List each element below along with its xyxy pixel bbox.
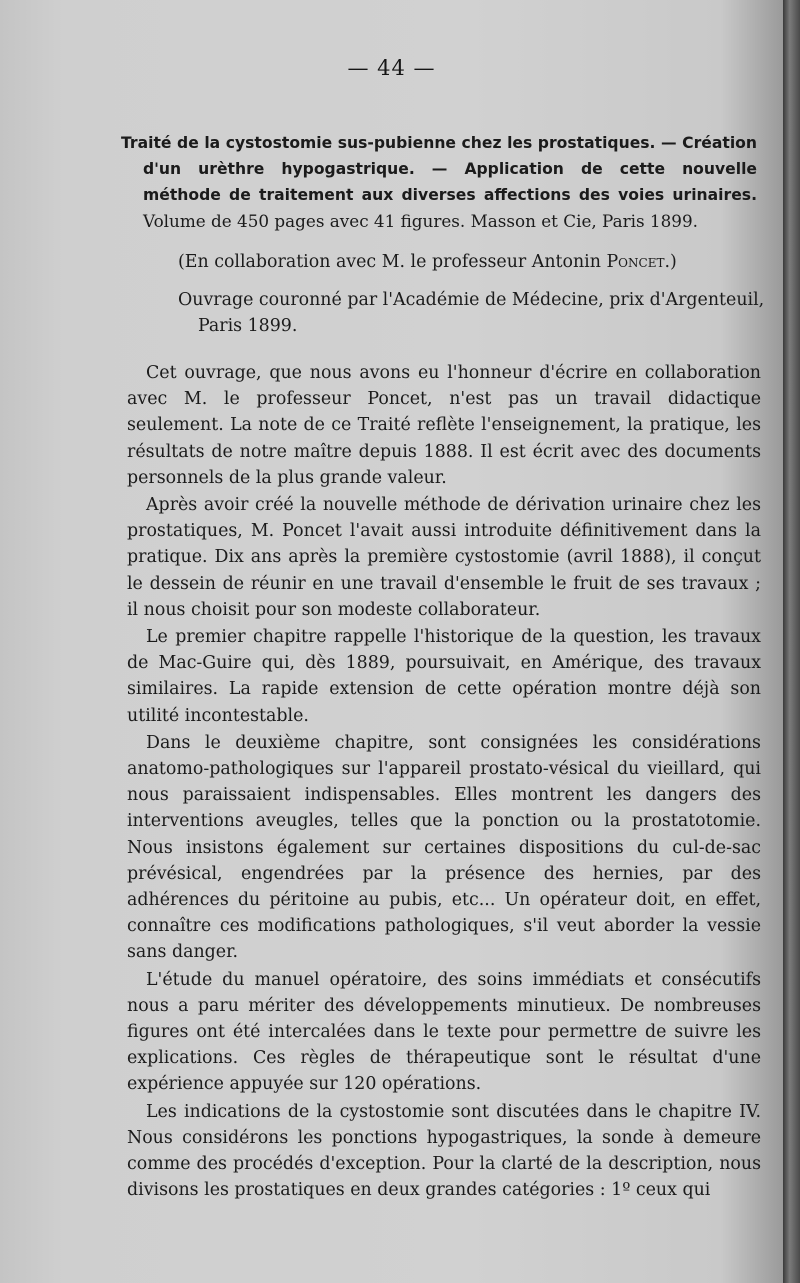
paragraph: Le premier chapitre rappelle l'historique de la question, les travaux de Mac-Guire qui, dès 1889, poursuivait, en Amérique, des travaux similaires. La rapide extension de cette opération montre déjà son utilité incontestable. [127,627,761,726]
paragraph: Cet ouvrage, que nous avons eu l'honneur d'écrire en collaboration avec M. le professeur Poncet, n'est pas un travail didactique seulement. La note de ce Traité reflète l'enseignement, la pratique, les résultats de notre maître depuis 1888. Il est écrit avec des documents personnels de la plus grande valeur. [127,363,761,488]
reference-title [121,130,757,235]
paragraph: L'étude du manuel opératoire, des soins immédiats et consécutifs nous a paru mériter des développements minutieux. De nombreuses figures ont été intercalées dans le texte pour permettre de suivre les explications. Ces règles de thérapeutique sont le résultat d'une expérience appuyée sur 120 opérations. [127,969,761,1095]
reference-title-details: Volume de 450 pages avec 41 figures. Masson et Cie, Paris 1899. [143,211,698,231]
collaboration-note [178,249,778,275]
reference-title-bold: Traité de la cystostomie sus-pubienne chez les prostatiques. — Création d'un urèthre hypogastrique. — Application de cette nouvelle méthode de traitement aux diverses affections des voies urinaires. [121,134,757,204]
paragraph: Dans le deuxième chapitre, sont consignées les considérations anatomo-pathologiques sur l'appareil prostato-vésical du vieillard, qui nous paraissaient indispensables. Elles montrent les dangers des interventions aveugles, telles que la ponction ou la prostatotomie. Nous insistons également sur certaines dispositions du cul-de-sac prévésical, engendrées par la présence des hernies, par des adhérences du péritoine au pubis, etc... Un opérateur doit, en effet, connaître ces modifications pathologiques, s'il veut aborder la vessie sans danger. [127,732,761,963]
collaboration-suffix: .) [664,252,677,272]
collaboration-prefix: (En collaboration avec M. le professeur Antonin [178,252,607,272]
award-note: Ouvrage couronné par l'Académie de Médecine, prix d'Argenteuil, Paris 1899. [178,290,765,337]
paragraph: Après avoir créé la nouvelle méthode de dérivation urinaire chez les prostatiques, M. Poncet l'avait aussi introduite définitivement dans la pratique. Dix ans après la première cystostomie (avril 1888), il conçut le dessein de réunir en une travail d'ensemble le fruit de ses travaux ; il nous choisit pour son modeste collaborateur. [127,495,761,620]
body-text [127,360,761,1204]
page-number: — 44 — [347,56,436,80]
collaborator-name: Poncet [606,252,665,272]
bibliographic-reference [121,130,757,235]
paragraph: Les indications de la cystostomie sont discutées dans le chapitre IV. Nous considérons les ponctions hypogastriques, la sonde à demeure comme des procédés d'exception. Pour la clarté de la description, nous divisons les prostatiques en deux grandes catégories : 1º ceux qui [127,1101,761,1201]
book-binding-edge [783,0,800,1283]
